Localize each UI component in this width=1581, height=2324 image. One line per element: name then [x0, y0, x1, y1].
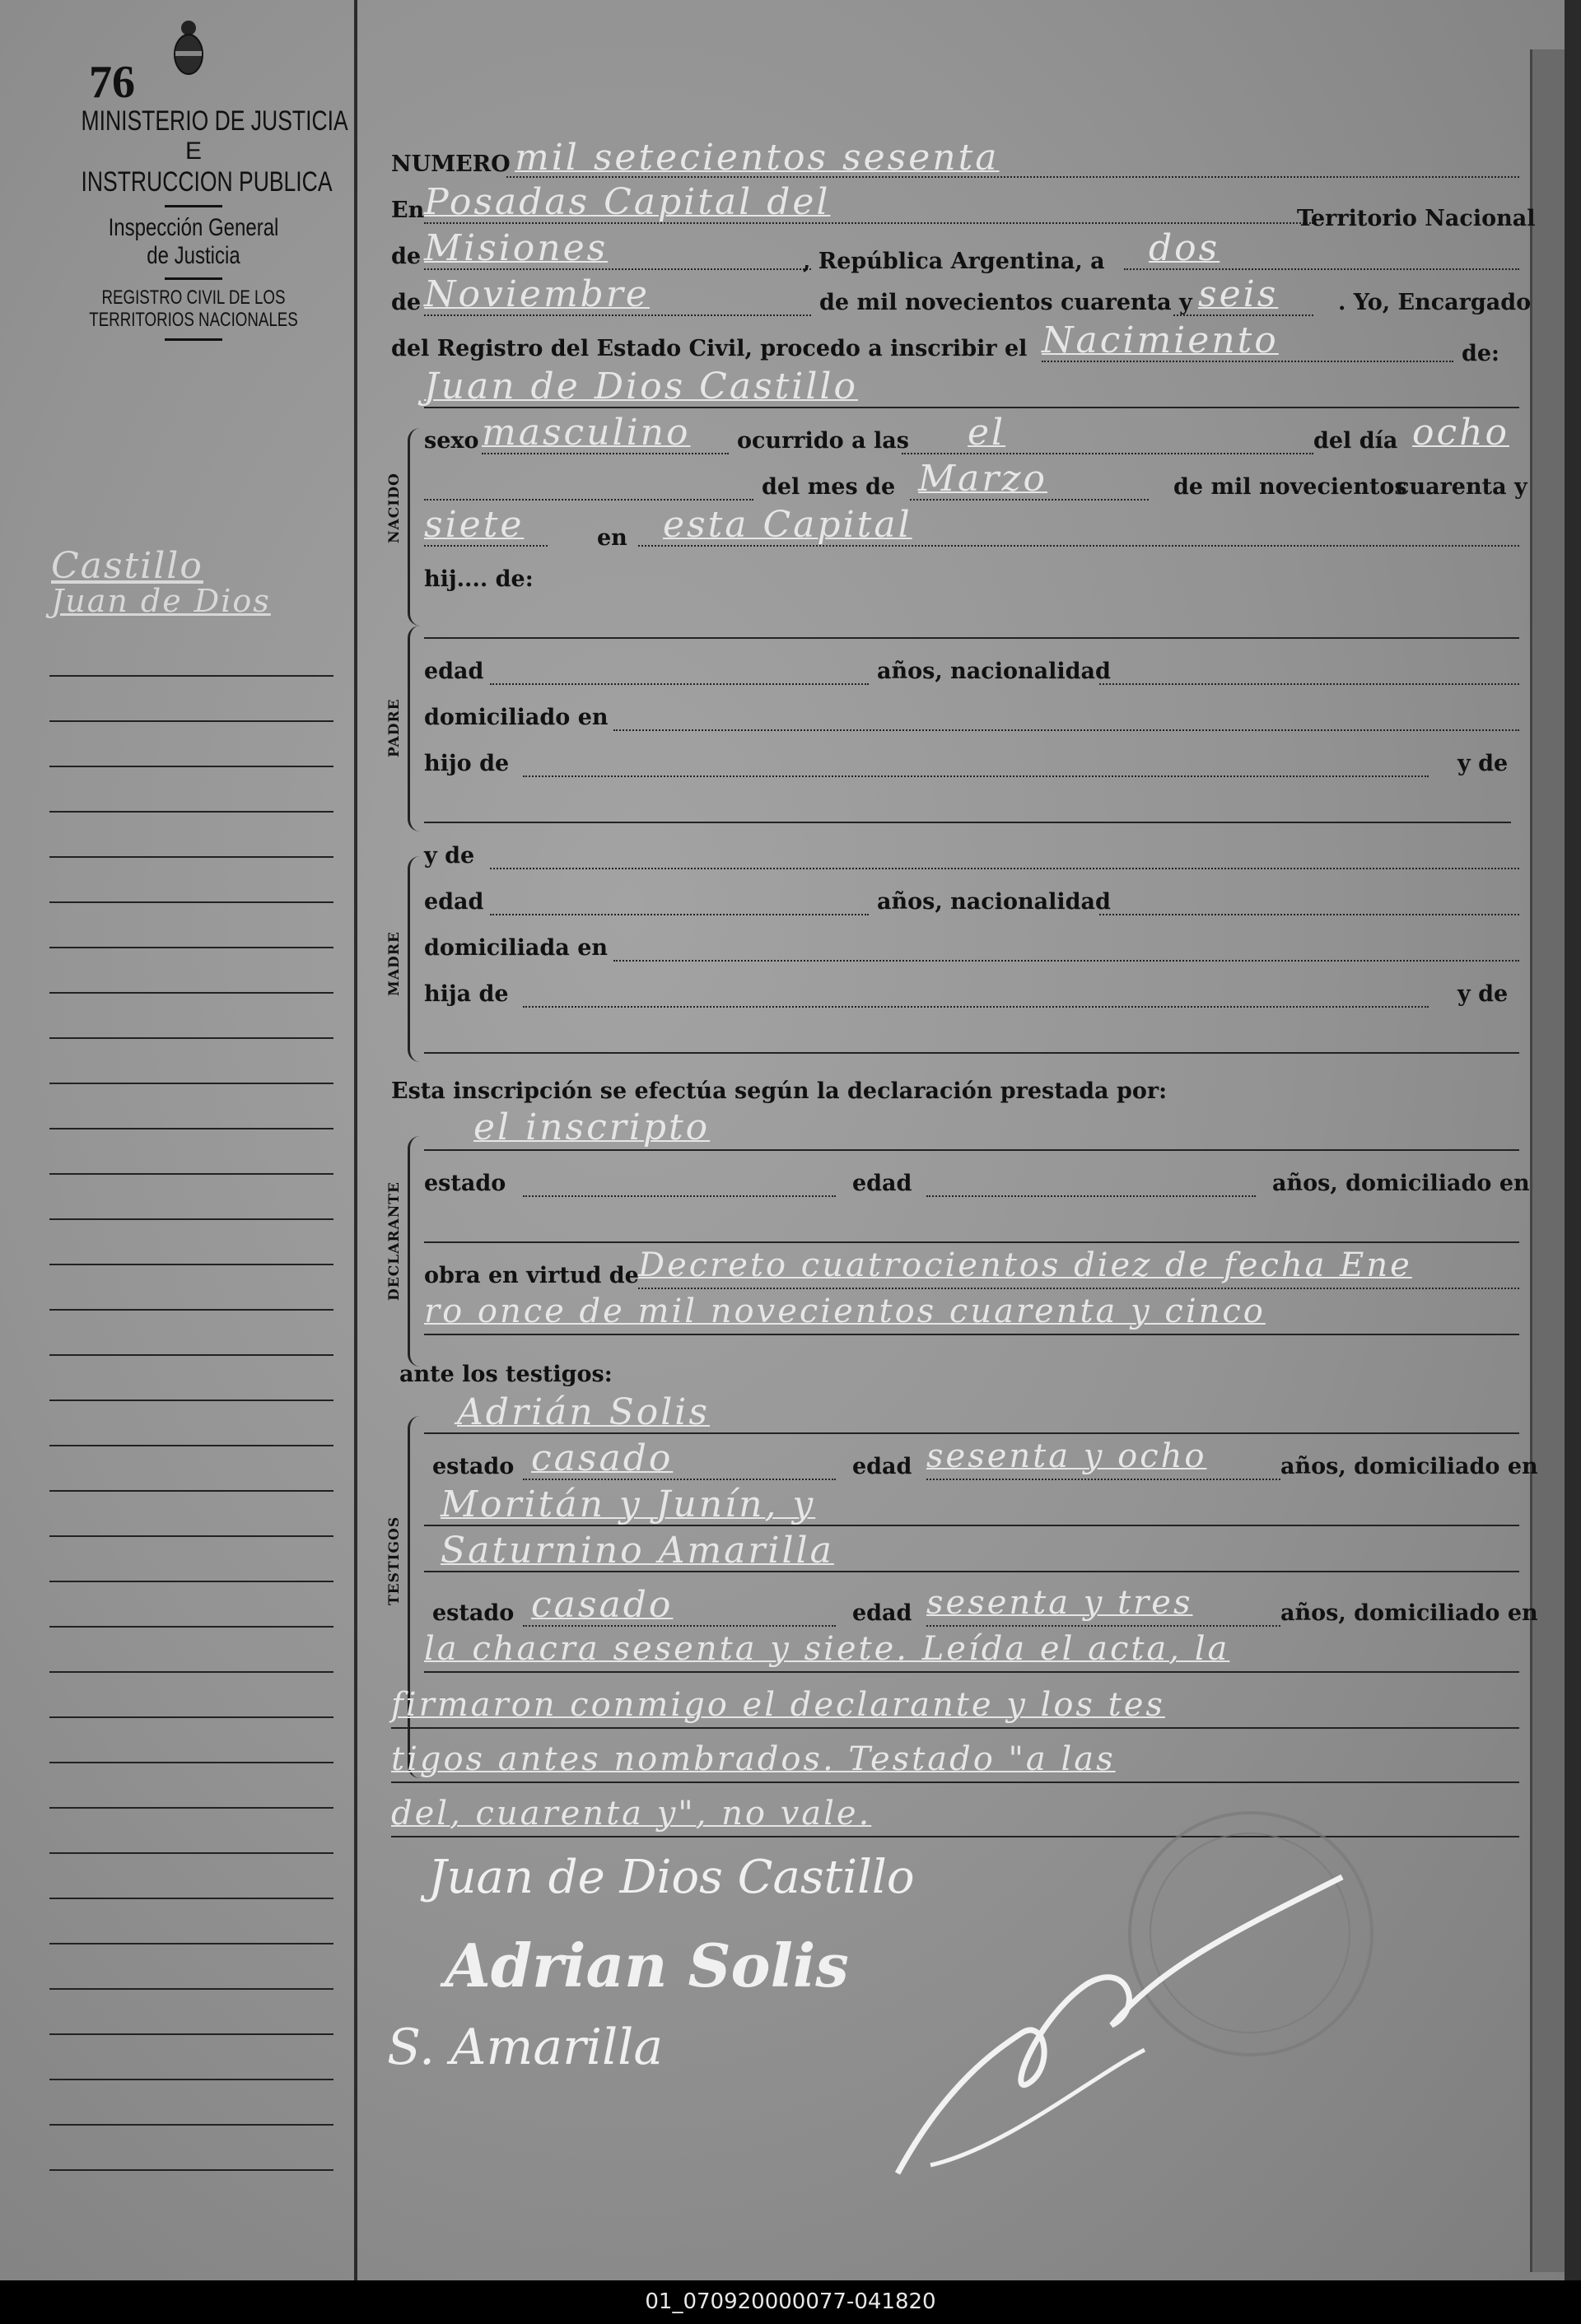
hw-testigo1: Adrián Solis — [457, 1391, 710, 1433]
hw-territorio: Misiones — [424, 227, 609, 269]
label-anos-dom-2: años, domiciliado en — [1280, 1454, 1538, 1479]
label-registro: del Registro del Estado Civil, procedo a inscribir el — [391, 336, 1028, 361]
hw-cierre-3: tigos antes nombrados. Testado "a las — [391, 1740, 1116, 1778]
hw-cierre-2: firmaron conmigo el declarante y los tes — [391, 1686, 1165, 1724]
row-t1-estado — [391, 1437, 1538, 1483]
hw-en: Posadas Capital del — [424, 181, 831, 223]
row-obra-2 — [391, 1292, 1519, 1339]
label-de-mil-2: de mil novecientos — [1173, 474, 1407, 500]
label-sexo: sexo — [424, 428, 479, 454]
margin-lines — [49, 675, 333, 2215]
label-estado-2: estado — [432, 1454, 515, 1479]
row-cierre-3 — [391, 1740, 1519, 1786]
hw-mes-nac: Marzo — [918, 458, 1047, 500]
signature-castillo: Juan de Dios Castillo — [428, 1851, 915, 1904]
label-edad-3: edad — [852, 1171, 912, 1196]
row-en — [391, 181, 1536, 231]
label-hijo-de: hijo de — [424, 751, 510, 776]
divider — [165, 205, 222, 207]
row-nombre — [391, 366, 1519, 412]
inspection-line-2: de Justicia — [147, 242, 240, 270]
registry-line-1: REGISTRO CIVIL DE LOS — [101, 286, 286, 309]
inspection-line-1: Inspección General — [108, 213, 279, 241]
row-lugar — [391, 504, 1519, 551]
label-de: de — [391, 244, 422, 269]
label-y-de: y de — [1457, 751, 1509, 776]
hw-t1-edad: sesenta y ocho — [926, 1437, 1207, 1475]
label-territorio: Territorio Nacional — [1297, 206, 1536, 231]
row-madre-edad — [391, 886, 1519, 919]
ministry-header — [49, 105, 348, 347]
image-code-footer: 01_070920000077-041820 — [0, 2280, 1581, 2324]
row-padre-hijo — [391, 747, 1519, 780]
hw-sexo: masculino — [482, 412, 691, 454]
hw-lugar: esta Capital — [663, 504, 912, 546]
row-padre-dom — [391, 701, 1519, 734]
label-edad-4: edad — [852, 1454, 912, 1479]
row-t1-dom — [391, 1483, 1519, 1530]
divider — [165, 338, 222, 341]
label-anos-dom-3: años, domiciliado en — [1280, 1600, 1538, 1626]
label-estado: estado — [424, 1171, 506, 1196]
side-madre: MADRE — [386, 931, 403, 996]
row-obra — [391, 1246, 1519, 1292]
side-padre: PADRE — [386, 698, 403, 757]
row-numero — [391, 137, 1519, 181]
label-domiciliado: domiciliado en — [424, 705, 609, 730]
row-mes — [391, 458, 1527, 504]
row-madre-y-de — [391, 840, 1519, 873]
registry-line-2: TERRITORIOS NACIONALES — [89, 309, 298, 332]
label-en: En — [391, 198, 425, 223]
row-testigo2 — [391, 1530, 1519, 1576]
hw-acto: Nacimiento — [1042, 319, 1279, 361]
row-registro — [391, 319, 1519, 366]
label-del-mes: del mes de — [762, 474, 896, 500]
row-territorio — [391, 227, 1519, 274]
label-anos-nac-2: años, nacionalidad — [877, 889, 1111, 915]
label-en-2: en — [597, 525, 627, 551]
page-number: 76 — [89, 57, 135, 108]
side-testigos: TESTIGOS — [386, 1516, 403, 1605]
signature-amarilla: S. Amarilla — [387, 2019, 664, 2076]
label-de-colon: de: — [1462, 341, 1500, 366]
row-madre-hija — [391, 978, 1519, 1011]
margin-rule — [354, 0, 357, 2280]
side-declarante: DECLARANTE — [386, 1181, 403, 1301]
label-edad: edad — [424, 659, 484, 684]
row-decl-estado — [391, 1167, 1530, 1200]
hw-anio-tail: cuarenta y — [1396, 474, 1527, 500]
row-hij — [391, 563, 1519, 596]
hw-anio: seis — [1198, 273, 1279, 315]
label-hij: hij.... de: — [424, 566, 534, 592]
label-de-2: de — [391, 290, 422, 315]
row-cierre-2 — [391, 1686, 1519, 1732]
label-declaracion: Esta inscripción se efectúa según la declaración prestada por: — [391, 1078, 1168, 1104]
margin-annotation — [51, 547, 271, 618]
registrar-signature-icon — [881, 1869, 1375, 2198]
row-testigo1 — [391, 1391, 1519, 1437]
margin-given-name: Juan de Dios — [51, 583, 271, 620]
hw-testigo2: Saturnino Amarilla — [441, 1530, 834, 1572]
hw-t1-estado: casado — [531, 1437, 674, 1479]
label-obra: obra en virtud de — [424, 1263, 639, 1288]
label-anos-dom: años, domiciliado en — [1272, 1171, 1530, 1196]
ministry-line-2: E — [184, 137, 202, 165]
ministry-line-3: INSTRUCCION PUBLICA — [81, 165, 333, 198]
hw-mes: Noviembre — [424, 273, 650, 315]
label-hija-de: hija de — [424, 981, 509, 1007]
label-republica: , República Argentina, a — [803, 249, 1105, 274]
label-testigos: ante los testigos: — [399, 1362, 613, 1387]
row-madre-dom — [391, 932, 1519, 965]
row-padre-edad — [391, 655, 1519, 688]
label-ocurrido: ocurrido a las — [737, 428, 909, 454]
label-anos-nac: años, nacionalidad — [877, 659, 1111, 684]
hw-declarante: el inscripto — [473, 1106, 711, 1148]
label-estado-3: estado — [432, 1600, 515, 1626]
divider — [165, 277, 222, 280]
row-fecha — [391, 273, 1532, 319]
label-del-dia: del día — [1313, 428, 1398, 454]
coat-of-arms-icon — [169, 18, 208, 80]
row-declaracion — [391, 1075, 1519, 1108]
row-sexo — [391, 412, 1519, 458]
side-nacido: NACIDO — [386, 473, 403, 543]
label-y-de-3: y de — [1457, 981, 1509, 1007]
label-y-de-2: y de — [424, 843, 475, 869]
hw-nombre: Juan de Dios Castillo — [424, 366, 858, 408]
hw-t2-estado: casado — [531, 1584, 674, 1626]
hw-t2-edad: sesenta y tres — [926, 1584, 1193, 1622]
hw-dia: dos — [1149, 227, 1220, 269]
hw-cierre-4: del, cuarenta y", no vale. — [391, 1795, 872, 1833]
row-cierre-1 — [391, 1630, 1519, 1676]
label-numero: NUMERO — [391, 151, 511, 177]
book-binding — [1565, 0, 1581, 2289]
margin-surname: Castillo — [51, 545, 203, 587]
ministry-line-1: MINISTERIO DE JUSTICIA — [81, 105, 348, 137]
hw-obra-1: Decreto cuatrocientos diez de fecha Ene — [638, 1246, 1412, 1284]
hw-cierre-1: la chacra sesenta y siete. Leída el acta, la — [424, 1630, 1230, 1668]
hw-dia-nac: ocho — [1412, 412, 1509, 454]
hw-t1-dom: Moritán y Junín, y — [441, 1483, 816, 1525]
label-edad-5: edad — [852, 1600, 912, 1626]
hw-hora: el — [968, 412, 1006, 454]
label-edad-2: edad — [424, 889, 484, 915]
hw-obra-2: ro once de mil novecientos cuarenta y cinco — [424, 1292, 1266, 1330]
row-testigos — [391, 1358, 1519, 1391]
label-yo: . Yo, Encargado — [1338, 290, 1532, 315]
row-t2-estado — [391, 1584, 1538, 1630]
row-cierre-4 — [391, 1795, 1519, 1841]
hw-anio-nac: siete — [424, 504, 525, 546]
signature-solis: Adrian Solis — [445, 1930, 849, 2000]
label-de-mil: de mil novecientos cuarenta y — [819, 290, 1192, 315]
page-edge — [1530, 49, 1569, 2272]
hw-numero: mil setecientos sesenta — [515, 137, 1000, 179]
label-domiciliada: domiciliada en — [424, 935, 609, 961]
row-declarante — [391, 1106, 1519, 1154]
